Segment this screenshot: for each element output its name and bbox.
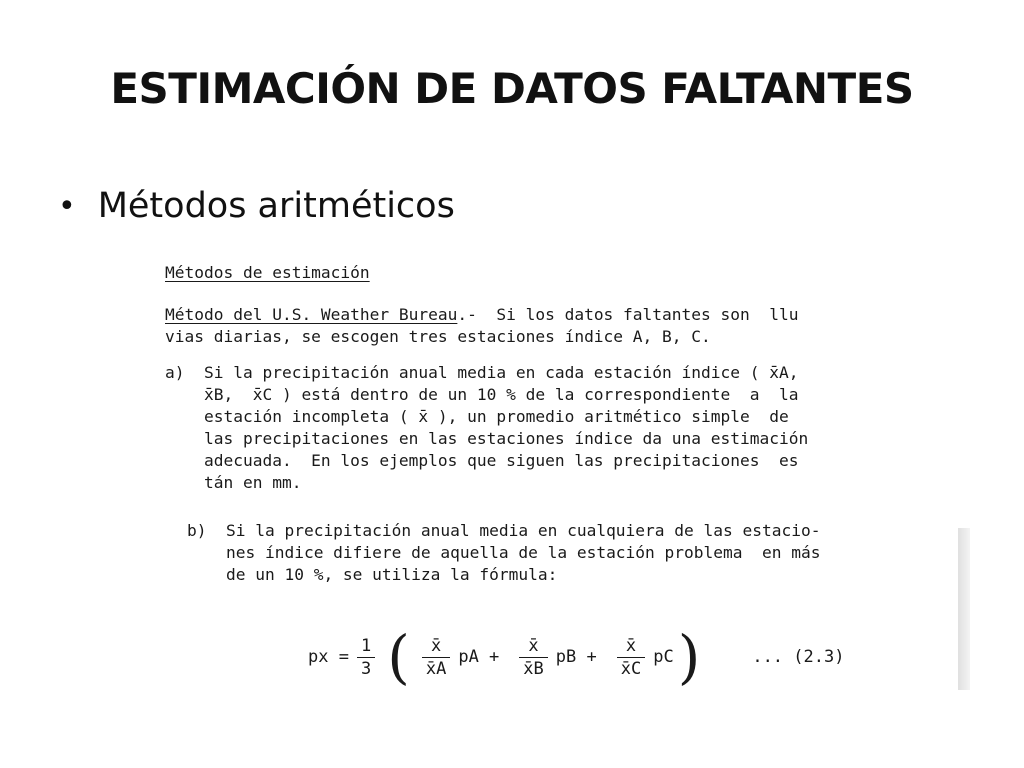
item-b — [165, 520, 895, 586]
term-b-var: pB + — [555, 647, 597, 667]
slide-title: ESTIMACIÓN DE DATOS FALTANTES — [110, 64, 914, 113]
coef-fraction: $\frac{1}{3}$ — [357, 635, 375, 680]
term-c-fraction: $\frac{x̄}{x̄C}$ — [617, 635, 645, 680]
term-a-var: pA + — [458, 647, 500, 667]
equation-number: ... (2.3) — [752, 647, 845, 667]
open-paren: ( — [387, 623, 410, 691]
section-heading: Métodos de estimación — [165, 263, 370, 282]
term-c-var: pC — [653, 647, 674, 667]
term-a-fraction: $\frac{x̄}{x̄A}$ — [422, 635, 450, 680]
close-paren: ) — [677, 623, 701, 691]
item-a-line: tán en mm. — [165, 473, 302, 492]
item-a-line: adecuada. En los ejemplos que siguen las precipitaciones es — [165, 451, 799, 470]
method-name: Método del U.S. Weather Bureau — [165, 305, 458, 324]
intro-line-1: Método del U.S. Weather Bureau.- Si los datos faltantes son llu — [165, 305, 799, 324]
scan-edge-shadow — [958, 528, 970, 690]
item-b-line: de un 10 %, se utiliza la fórmula: — [187, 565, 558, 584]
formula-lhs: px = — [308, 647, 349, 667]
item-a — [165, 362, 895, 494]
bullet-item — [58, 186, 455, 226]
item-b-line: nes índice difiere de aquella de la estación problema en más — [187, 543, 821, 562]
item-a-line: las precipitaciones en las estaciones índice da una estimación — [165, 429, 809, 448]
bullet-text: Métodos aritméticos — [97, 186, 455, 226]
item-a-line: a) Si la precipitación anual media en cada estación índice ( x̄A, — [165, 363, 799, 382]
formula-2-3 — [308, 623, 845, 691]
intro-line-2: vias diarias, se escogen tres estaciones índice A, B, C. — [165, 327, 711, 346]
item-a-line: estación incompleta ( x̄ ), un promedio aritmético simple de — [165, 407, 789, 426]
term-b-fraction: $\frac{x̄}{x̄B}$ — [519, 635, 547, 680]
scanned-text-excerpt — [165, 262, 895, 586]
item-b-line: b) Si la precipitación anual media en cualquiera de las estacio- — [187, 521, 821, 540]
item-a-line: x̄B, x̄C ) está dentro de un 10 % de la correspondiente a la — [165, 385, 799, 404]
bullet-dot-icon: • — [58, 188, 76, 224]
